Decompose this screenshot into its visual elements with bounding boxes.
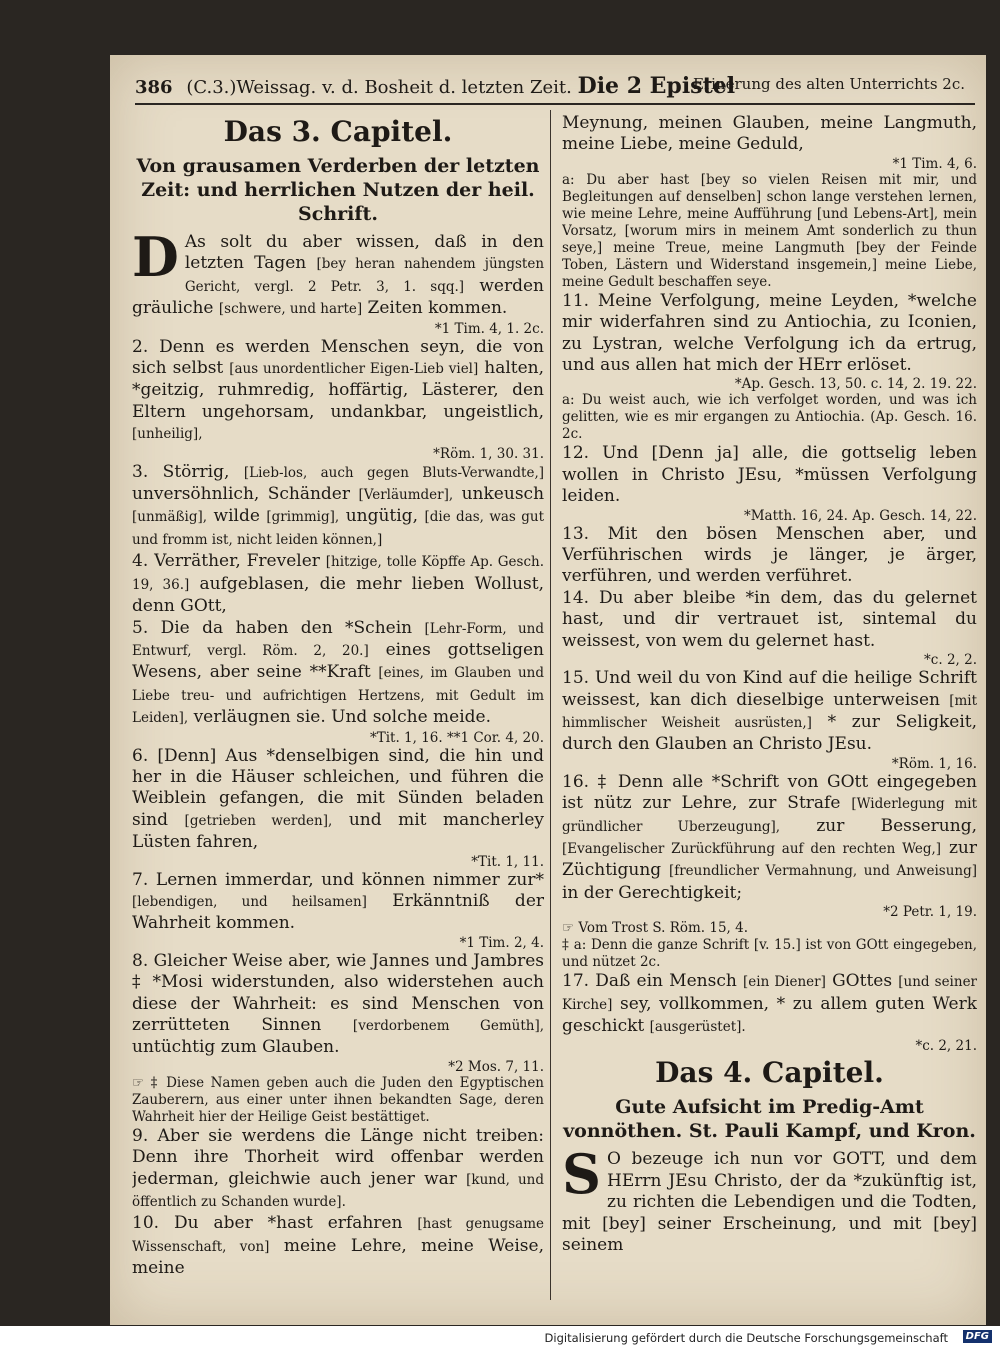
verse-text: Zeiten kommen. xyxy=(367,298,508,319)
verse-3-3 xyxy=(132,462,544,552)
verse-3-10 xyxy=(132,1213,544,1279)
verse-3-6 xyxy=(132,746,544,870)
verse-text: 10. Du aber *hast erfahren xyxy=(132,1213,403,1234)
chapter-3-summary: Von grausamen Verderben der letzten Zeit: und herrlichen Nutzen der heil. Schrift. xyxy=(136,155,540,225)
verse-text: GOttes xyxy=(832,971,893,992)
page-number: 386 xyxy=(135,77,173,98)
verse-3-1 xyxy=(132,225,544,337)
verse-3-14 xyxy=(562,588,977,668)
running-header xyxy=(135,73,975,103)
gloss: [aus unordentlicher Eigen-Lieb viel] xyxy=(229,361,479,378)
column-divider xyxy=(550,110,551,1300)
verse-text: 2. Denn es werden Menschen seyn, die von sich selbst xyxy=(132,336,544,379)
right-column xyxy=(562,113,977,1256)
verse-3-2 xyxy=(132,337,544,462)
footnote-3-16b: ‡ a: Denn die ganze Schrift [v. 15.] ist von GOtt eingegeben, und nützet 2c. xyxy=(562,937,977,971)
gloss: [die das, was gut und fromm ist, nicht leiden können,] xyxy=(132,509,544,548)
cross-reference: *1 Tim. 4, 1. 2c. xyxy=(434,320,544,337)
verse-text: 9. Aber sie werdens die Länge nicht treiben: Denn ihre Thorheit wird offenbar werden jederman, gleichwie auch jener war xyxy=(132,1125,544,1189)
verse-text: sey, vollkommen, * zu allem guten Werk geschickt xyxy=(562,993,977,1036)
footnote-3-10: a: Du aber hast [bey so vielen Reisen mit mir, und Begleitungen auf denselben] schon lange verstehen lernen, wie meine Lehre, meine Aufführung [und Lebens-Art], mein Vorsatz, [worum mirs in meinem Amt sonderlich zu thun seye,] meine Treue, meine Langmuth [bey der Feinde Toben, Lästern und Widerstand insgemein,] meine Liebe, meine Gedult beschaffen seye. xyxy=(562,171,977,290)
verse-text: halten, *geitzig, ruhmredig, hoffärtig, Lästerer, den Eltern ungehorsam, undankbar, ungeistlich, xyxy=(132,358,544,422)
cross-reference: *Tit. 1, 11. xyxy=(471,853,544,870)
verse-text: in der Gerechtigkeit; xyxy=(562,882,743,903)
left-column xyxy=(132,113,544,1280)
gloss: [Widerlegung mit gründlicher Uberzeugung], xyxy=(562,796,977,835)
gloss: [unheilig], xyxy=(132,426,203,443)
verse-text: Erkänntniß der Wahrheit kommen. xyxy=(132,890,544,934)
gloss: [grimmig], xyxy=(266,509,340,526)
drop-cap: D xyxy=(132,225,179,289)
gloss: [hitzige, tolle Köpffe Ap. Gesch. 19, 36.] xyxy=(132,554,544,593)
verse-text: 4. Verräther, Freveler xyxy=(132,551,320,572)
gloss: [getrieben werden], xyxy=(184,812,333,829)
verse-text: zur Besserung, xyxy=(816,815,977,836)
verse-text: 16. ‡ Denn alle *Schrift von GOtt eingegeben ist nütz zur Lehre, zur Strafe xyxy=(562,771,977,814)
verse-text: 5. Die da haben den *Schein xyxy=(132,617,413,638)
cross-reference: *1 Tim. 2, 4. xyxy=(459,934,544,951)
gloss: [ausgerüstet]. xyxy=(649,1018,746,1035)
verse-text: unkeusch xyxy=(461,484,544,505)
verse-text: 3. Störrig, xyxy=(132,461,230,482)
dfg-logo: DFG xyxy=(963,1330,992,1343)
cross-reference: *Röm. 1, 30. 31. xyxy=(433,445,544,462)
gloss: [eines, im Glauben und Liebe treu- und aufrichtigen Hertzens, mit Gedult im Leiden], xyxy=(132,665,544,727)
verse-text: Meynung, meinen Glauben, meine Langmuth, meine Liebe, meine Geduld, xyxy=(562,113,977,155)
gloss: [schwere, und harte] xyxy=(218,301,363,318)
gloss: [kund, und öffentlich zu Schanden wurde]. xyxy=(132,1171,544,1211)
chapter-3-title: Das 3. Capitel. xyxy=(223,115,453,148)
header-middle: Die 2 Epistel xyxy=(577,73,736,99)
footnote-3-11: a: Du weist auch, wie ich verfolget worden, und was ich gelitten, wie es mir ergangen zu Antiochia. (Ap. Gesch. 16. 2c. xyxy=(562,392,977,443)
verse-text: untüchtig zum Glauben. xyxy=(132,1037,340,1058)
gloss: [hast genugsame Wissenschaft, von] xyxy=(132,1216,544,1255)
footnote-3-16a: ☞ Vom Trost S. Röm. 15, 4. xyxy=(562,920,749,937)
chapter-4-title: Das 4. Capitel. xyxy=(655,1056,884,1090)
cross-reference: *Röm. 1, 16. xyxy=(891,755,977,772)
verse-text: O bezeuge ich nun vor GOTT, und dem HErrn JEsu Christo, der da *zukünftig ist, zu richten die Lebendigen und die Todten, mit [bey] seiner Erscheinung, und mit [bey] seinem xyxy=(562,1149,977,1255)
verse-3-12 xyxy=(562,443,977,523)
gloss: [Evangelischer Zurückführung auf den rechten Weg,] xyxy=(562,840,942,857)
funding-note: Digitalisierung gefördert durch die Deutsche Forschungsgemeinschaft xyxy=(544,1331,948,1345)
verse-text: * zur Seligkeit, durch den Glauben an Christo JEsu. xyxy=(562,711,977,755)
verse-text: aufgeblasen, die mehr lieben Wollust, denn GOtt, xyxy=(132,573,544,617)
verse-text: ungütig, xyxy=(345,506,418,527)
gloss: [unmäßig], xyxy=(132,509,208,526)
gloss: [verdorbenem Gemüth], xyxy=(352,1018,544,1034)
verse-3-9 xyxy=(132,1126,544,1214)
verse-text: 15. Und weil du von Kind auf die heilige Schrift weissest, kan dich dieselbige unterweisen xyxy=(562,668,977,710)
verse-text: 13. Mit den bösen Menschen aber, und Verführischen wirds je länger, je ärger, verführen, und werden verführet. xyxy=(562,523,977,587)
verse-text: 17. Daß ein Mensch xyxy=(562,971,737,992)
gloss: [mit himmlischer Weisheit ausrüsten,] xyxy=(562,692,977,731)
cross-reference: *Tit. 1, 16. **1 Cor. 4, 20. xyxy=(369,729,544,746)
gloss: [Lehr-Form, und Entwurf, vergl. Röm. 2, 20.] xyxy=(132,620,544,659)
cross-reference: *c. 2, 2. xyxy=(924,652,977,669)
verse-3-4 xyxy=(132,551,544,617)
verse-text: eines gottseligen Wesens, aber seine **Kraft xyxy=(132,639,544,683)
verse-text: werden gräuliche xyxy=(132,275,544,319)
verse-text: 14. Du aber bleibe *in dem, das du gelernet hast, und dir vertrauet ist, sintemal du weissest, von wem du gelernet hast. xyxy=(562,587,977,651)
drop-cap: S xyxy=(562,1142,601,1207)
verse-text: unversöhnlich, Schänder xyxy=(132,484,350,505)
cross-reference: *Ap. Gesch. 13, 50. c. 14, 2. 19. 22. xyxy=(734,376,977,393)
verse-text: und mit mancherley Lüsten fahren, xyxy=(132,809,544,853)
verse-text: 12. Und [Denn ja] alle, die gottselig leben wollen in Christo JEsu, *müssen Verfolgung leiden. xyxy=(562,443,977,507)
verse-3-16 xyxy=(562,772,977,920)
verse-3-8 xyxy=(132,951,544,1075)
cross-reference: *2 Mos. 7, 11. xyxy=(448,1058,544,1075)
verse-text: verläugnen sie. Und solche meide. xyxy=(193,707,492,728)
cross-reference: *c. 2, 21. xyxy=(915,1038,977,1055)
cross-reference: *Matth. 16, 24. Ap. Gesch. 14, 22. xyxy=(743,507,977,524)
verse-text: As solt du aber wissen, daß in den letzten Tagen xyxy=(184,232,544,274)
header-rule xyxy=(135,103,975,105)
verse-4-1 xyxy=(562,1142,977,1256)
footnote-3-8: ☞ ‡ Diese Namen geben auch die Juden den Egyptischen Zauberern, aus einer unter ihnen bekandten Sage, deren Wahrheit hier der Heilige Geist bestättiget. xyxy=(132,1074,544,1125)
verse-text: wilde xyxy=(213,506,260,527)
gloss: [bey heran nahendem jüngsten Gericht, vergl. 2 Petr. 3, 1. sqq.] xyxy=(184,256,544,295)
chapter-4-summary: Gute Aufsicht im Predig-Amt vonnöthen. St. Pauli Kampf, und Kron. xyxy=(563,1096,976,1143)
verse-text: meine Lehre, meine Weise, meine xyxy=(132,1235,544,1279)
verse-text: zur Züchtigung xyxy=(562,837,977,881)
gloss: [lebendigen, und heilsamen] xyxy=(132,893,367,910)
verse-3-5 xyxy=(132,618,544,746)
book-page xyxy=(110,55,986,1325)
cross-reference: *1 Tim. 4, 6. xyxy=(892,155,977,172)
verse-3-7 xyxy=(132,870,544,951)
cross-reference: *2 Petr. 1, 19. xyxy=(883,904,977,921)
verse-text: 7. Lernen immerdar, und können nimmer zur* xyxy=(132,869,544,890)
header-left: (C.3.)Weissag. v. d. Bosheit d. letzten Zeit. xyxy=(186,77,572,98)
header-right: Erinerung des alten Unterrichts 2c. xyxy=(693,75,965,93)
verse-text: 6. [Denn] Aus *denselbigen sind, die hin und her in die Häuser schleichen, und führen die Weiblein gefangen, die mit Sünden beladen sind xyxy=(132,745,544,830)
verse-3-15 xyxy=(562,668,977,772)
verse-3-17 xyxy=(562,971,977,1054)
gloss: [freundlicher Vermahnung, und Anweisung] xyxy=(668,863,977,880)
gloss: [Lieb-los, auch gegen Bluts-Verwandte,] xyxy=(243,464,544,481)
gloss: [Verläumder], xyxy=(358,487,454,504)
verse-3-13 xyxy=(562,524,977,588)
verse-text: 8. Gleicher Weise aber, wie Jannes und Jambres ‡ *Mosi widerstunden, also widerstehen auch diese der Wahrheit: es sind Menschen von zerrütteten Sinnen xyxy=(132,950,544,1035)
verse-3-11 xyxy=(562,291,977,393)
verse-3-10-cont xyxy=(562,113,977,172)
gloss: [und seiner Kirche] xyxy=(562,974,977,1013)
verse-text: 11. Meine Verfolgung, meine Leyden, *welche mir widerfahren sind zu Antiochia, zu Iconien, zu Lystran, welche Verfolgung ich da ertrug, und aus allen hat mich der HErr erlöset. xyxy=(562,290,977,376)
digitization-footer xyxy=(0,1326,1000,1350)
gloss: [ein Diener] xyxy=(743,974,826,991)
